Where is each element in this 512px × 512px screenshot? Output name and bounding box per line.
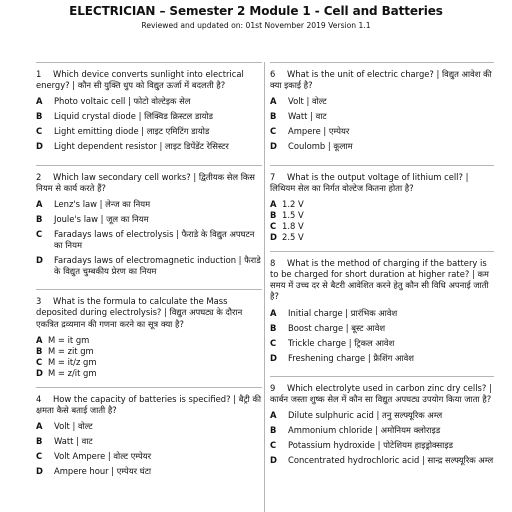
option-text: M = it gm — [48, 334, 90, 345]
option-letter: B — [36, 111, 43, 122]
option-text: 1.5 V — [282, 209, 304, 220]
question-number: 9 — [270, 382, 276, 393]
option-d — [270, 141, 494, 152]
option-text: Coulomb | कूलाम — [288, 141, 353, 152]
option-text: Potassium hydroxide | पोटेशियम हाइड्रोक्साइड — [288, 440, 453, 451]
column-divider — [264, 62, 265, 512]
option-d — [270, 232, 494, 243]
option-text: Watt | वाट — [54, 436, 93, 447]
option-d — [36, 141, 262, 152]
question-3 — [36, 289, 262, 387]
option-c — [36, 229, 262, 251]
option-d — [270, 455, 494, 466]
option-text: Volt | वोल्ट — [288, 96, 327, 107]
question-number: 8 — [270, 258, 276, 269]
option-a — [36, 96, 262, 107]
question-7 — [270, 165, 494, 252]
option-letter: B — [270, 322, 277, 333]
option-text: M = z/it gm — [48, 367, 97, 378]
option-c — [270, 126, 494, 137]
option-text: Ampere | एम्पेयर — [288, 126, 350, 137]
option-text: 1.2 V — [282, 198, 304, 209]
option-letter: A — [36, 334, 43, 345]
option-text: Joule's law | जूल का नियम — [54, 213, 149, 224]
right-column — [270, 62, 494, 478]
option-letter: D — [270, 455, 277, 466]
option-text: Faradays laws of electrolysis | फैराडे के विद्युत अपघटन का नियम — [54, 228, 255, 251]
option-text: Trickle charge | ट्रिकल आवेश — [288, 337, 395, 348]
option-b — [36, 214, 262, 225]
question-text: What is the formula to calculate the Mass deposited during electrolysis? | विद्युत अपघट्य के दौरान एकत्रित द्रव्यमान की गणना करने का सूत्र क्या है? — [36, 296, 243, 329]
option-text: Light emitting diode | लाइट एमिटिंग डायोड — [54, 126, 210, 137]
option-letter: D — [36, 255, 43, 266]
option-b — [270, 323, 494, 334]
option-c — [36, 451, 262, 462]
option-letter: A — [36, 421, 43, 432]
question-text: What is the method of charging if the battery is to be charged for short duration at higher rate? | कम समय में उच्च दर से बैटरी आवेशित करने हेतु कौन सी विधि अपनाई जाती है? — [270, 258, 489, 302]
option-text: Volt Ampere | वोल्ट एम्पेयर — [54, 451, 152, 462]
option-letter: C — [36, 126, 43, 137]
option-a — [270, 410, 494, 421]
page-header — [0, 4, 512, 31]
option-text: Watt | वाट — [288, 111, 327, 122]
option-letter: D — [36, 466, 43, 477]
option-letter: D — [36, 367, 43, 378]
option-letter: B — [36, 213, 43, 224]
option-c — [270, 221, 494, 232]
option-c — [36, 126, 262, 137]
question-text: How the capacity of batteries is specified? | बैट्री की क्षमता कैसे बताई जाती है? — [36, 393, 262, 416]
option-letter: C — [270, 220, 277, 231]
question-1 — [36, 62, 262, 165]
option-letter: C — [270, 440, 277, 451]
option-letter: C — [36, 356, 43, 367]
option-text: Boost charge | बूस्ट आवेश — [288, 322, 386, 333]
option-d — [270, 353, 494, 364]
option-text: Concentrated hydrochloric acid | सान्द्र सल्फ्यूरिक अम्ल — [288, 455, 494, 466]
option-letter: A — [36, 198, 43, 209]
option-text: Ammonium chloride | अमोनियम क्लोराइड — [288, 425, 441, 436]
option-b — [36, 346, 262, 357]
option-letter: B — [270, 425, 277, 436]
option-c — [36, 357, 262, 368]
question-text: Which device converts sunlight into electrical energy? | कौन सी युक्ति धुप को विद्युत ऊर्जा में बदलती है? — [36, 69, 244, 91]
page-title: ELECTRICIAN – Semester 2 Module 1 - Cell and Batteries — [69, 4, 443, 18]
option-letter: A — [270, 410, 277, 421]
option-letter: A — [36, 96, 43, 107]
option-letter: D — [36, 141, 43, 152]
option-a — [36, 199, 262, 210]
question-text: Which electrolyte used in carbon zinc dry cells? | कार्बन जस्ता शुष्क सेल में कौन सा विद्युत अपघट्य उपयोग किया जाता है? — [270, 382, 492, 404]
option-letter: B — [270, 111, 277, 122]
option-a — [270, 96, 494, 107]
option-text: M = it/z gm — [48, 356, 97, 367]
question-2 — [36, 165, 262, 290]
option-text: Light dependent resistor | लाइट डिपेंडेंट रेसिस्टर — [54, 141, 229, 152]
option-c — [270, 440, 494, 451]
question-text: What is the unit of electric charge? | विद्युत आवेश की क्या इकाई है? — [270, 69, 492, 91]
option-b — [270, 210, 494, 221]
option-text: Ampere hour | एम्पेयर घंटा — [54, 466, 152, 477]
option-letter: D — [270, 232, 277, 243]
question-6 — [270, 62, 494, 165]
question-text: What is the output voltage of lithium cell? | लिथियम सेल का निर्गत वोल्टेज कितना होता है? — [270, 171, 469, 193]
left-column — [36, 62, 262, 490]
option-text: Faradays laws of electromagnetic induction | फैराडे के विद्युत चुम्बकीय प्रेरण का नियम — [54, 255, 261, 277]
option-letter: B — [270, 209, 277, 220]
option-letter: C — [270, 126, 277, 137]
option-letter: A — [270, 198, 277, 209]
option-text: 2.5 V — [282, 232, 304, 243]
option-d — [36, 368, 262, 379]
option-b — [270, 111, 494, 122]
question-9 — [270, 376, 494, 479]
question-text: Which law secondary cell works? | द्वितीयक सेल किस नियम से कार्य करते हैं? — [36, 171, 255, 193]
option-c — [270, 338, 494, 349]
option-text: Volt | वोल्ट — [54, 421, 93, 432]
option-text: Photo voltaic cell | फोटो वोल्टेइक सेल — [54, 96, 191, 107]
option-text: Initial charge | प्रारंभिक आवेश — [288, 307, 398, 318]
question-8 — [270, 251, 494, 376]
question-number: 3 — [36, 296, 42, 307]
option-text: Freshening charge | फ्रैशिंग आवेश — [288, 352, 414, 363]
option-letter: B — [36, 436, 43, 447]
page-subtitle: Reviewed and updated on: 01st November 2019 Version 1.1 — [141, 20, 371, 30]
question-4 — [36, 387, 262, 490]
option-letter: D — [270, 352, 277, 363]
option-a — [36, 421, 262, 432]
question-number: 4 — [36, 393, 42, 404]
question-number: 7 — [270, 171, 276, 182]
option-text: 1.8 V — [282, 220, 304, 231]
option-b — [270, 425, 494, 436]
option-letter: C — [36, 228, 43, 239]
option-b — [36, 436, 262, 447]
option-letter: C — [36, 451, 43, 462]
option-d — [36, 466, 262, 477]
option-a — [270, 199, 494, 210]
option-letter: B — [36, 345, 43, 356]
option-letter: C — [270, 337, 277, 348]
question-number: 6 — [270, 69, 276, 79]
question-number: 1 — [36, 69, 42, 79]
question-number: 2 — [36, 171, 42, 182]
option-text: Liquid crystal diode | लिक्विड क्रिस्टल डायोड — [54, 111, 214, 122]
option-text: M = zit gm — [48, 345, 94, 356]
option-d — [36, 255, 262, 277]
option-a — [270, 308, 494, 319]
option-letter: A — [270, 96, 277, 107]
option-b — [36, 111, 262, 122]
option-text: Lenz's law | लेन्ज का नियम — [54, 198, 151, 209]
option-letter: A — [270, 307, 277, 318]
option-a — [36, 335, 262, 346]
option-letter: D — [270, 141, 277, 152]
option-text: Dilute sulphuric acid | तनु सल्फ्यूरिक अम्ल — [288, 410, 443, 421]
